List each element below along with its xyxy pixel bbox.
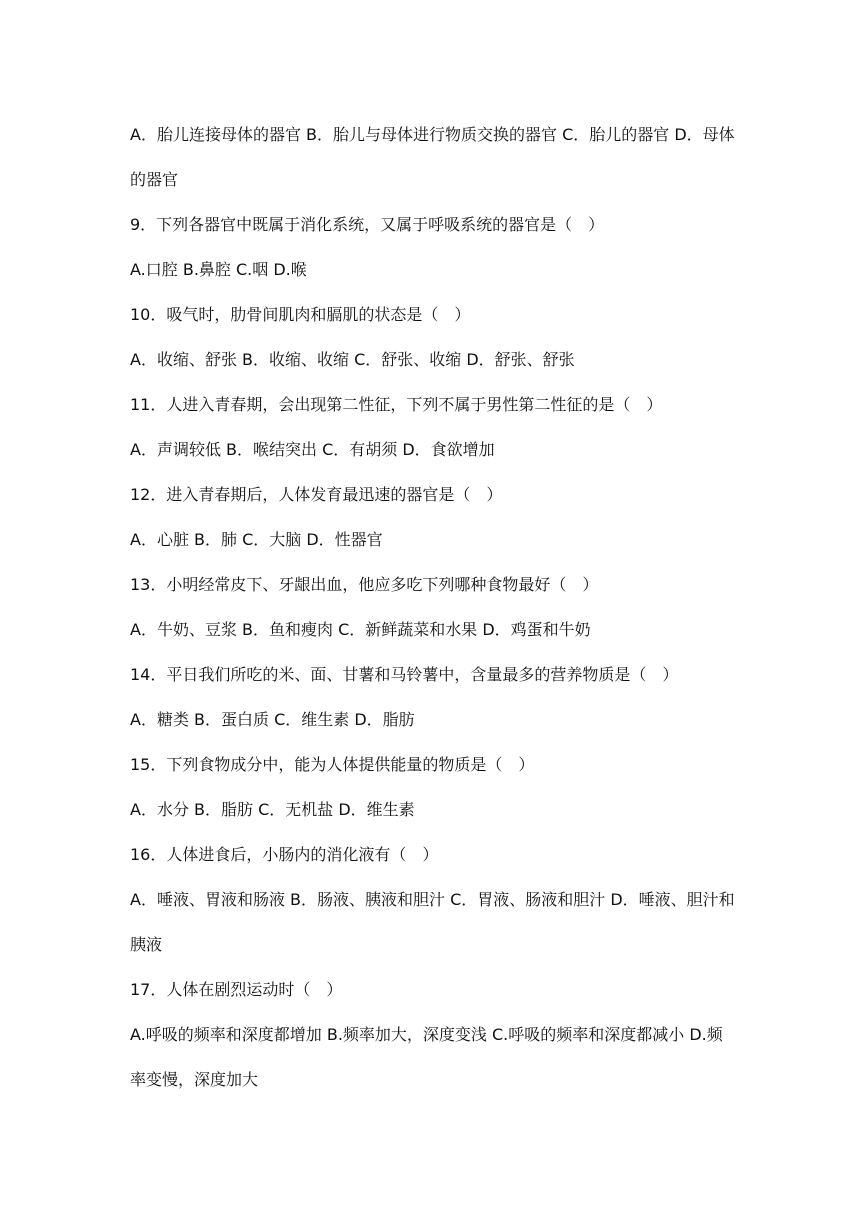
- q16-question: 16．人体进食后，小肠内的消化液有（ ）: [130, 845, 439, 864]
- q13-question: 13．小明经常皮下、牙龈出血，他应多吃下列哪种食物最好（ ）: [130, 575, 599, 594]
- q17-options: A.呼吸的频率和深度都增加 B.频率加大，深度变浅 C.呼吸的频率和深度都减小 D.频率变慢，深度加大: [130, 1025, 723, 1089]
- q11-question: 11．人进入青春期，会出现第二性征，下列不属于男性第二性征的是（ ）: [130, 395, 663, 414]
- q12-options: A．心脏 B．肺 C．大脑 D．性器官: [130, 530, 383, 549]
- q8-options: A．胎儿连接母体的器官 B．胎儿与母体进行物质交换的器官 C．胎儿的器官 D．母体的器官: [130, 125, 735, 189]
- document-page: [130, 112, 736, 1102]
- q15-question: 15．下列食物成分中，能为人体提供能量的物质是（ ）: [130, 755, 535, 774]
- q14-options: A．糖类 B．蛋白质 C．维生素 D．脂肪: [130, 710, 415, 729]
- q16-options: A．唾液、胃液和肠液 B．肠液、胰液和胆汁 C．胃液、肠液和胆汁 D．唾液、胆汁和胰液: [130, 890, 735, 954]
- q10-question: 10．吸气时，肋骨间肌肉和膈肌的状态是（ ）: [130, 305, 471, 324]
- q17-question: 17．人体在剧烈运动时（ ）: [130, 980, 343, 999]
- q10-options: A．收缩、舒张 B．收缩、收缩 C．舒张、收缩 D．舒张、舒张: [130, 350, 575, 369]
- q9-question: 9．下列各器官中既属于消化系统，又属于呼吸系统的器官是（ ）: [130, 215, 605, 234]
- q15-options: A．水分 B．脂肪 C．无机盐 D．维生素: [130, 800, 415, 819]
- q11-options: A．声调较低 B．喉结突出 C．有胡须 D．食欲增加: [130, 440, 495, 459]
- q12-question: 12．进入青春期后，人体发育最迅速的器官是（ ）: [130, 485, 503, 504]
- q13-options: A．牛奶、豆浆 B．鱼和瘦肉 C．新鲜蔬菜和水果 D．鸡蛋和牛奶: [130, 620, 591, 639]
- q9-options: A.口腔 B.鼻腔 C.咽 D.喉: [130, 260, 307, 279]
- q14-question: 14．平日我们所吃的米、面、甘薯和马铃薯中，含量最多的营养物质是（ ）: [130, 665, 679, 684]
